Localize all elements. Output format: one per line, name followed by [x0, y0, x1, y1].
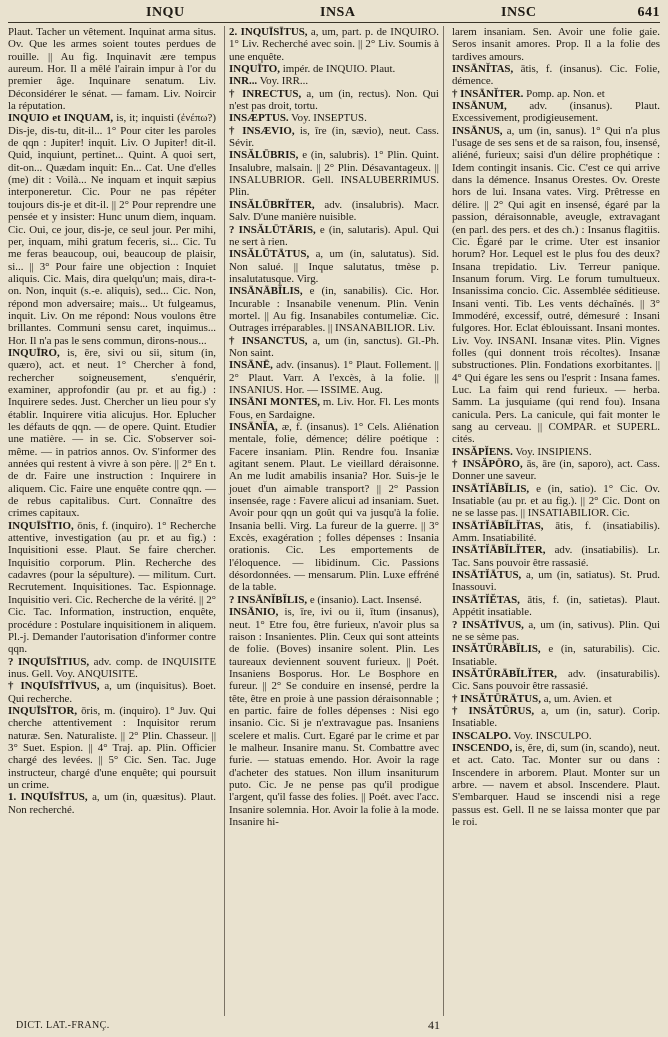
entry-headword: ? INSĀNĬBĬLIS,	[229, 593, 308, 606]
entry-definition: m. Liv. Hor. Fl. Les monts Fous, en Sardaigne.	[229, 396, 439, 421]
entry-definition: is, īre (in, sævio), neut. Cass. Sévir.	[229, 124, 439, 150]
page-number: 641	[637, 5, 660, 20]
entry-headword: INSĀTĬĔTAS,	[451, 593, 520, 606]
dictionary-entry	[229, 63, 439, 75]
entry-definition: a, um (in, salutatus). Sid. Non salué. || Inque salutatus, tmèse p. insalutatusque. Virg.	[229, 248, 439, 285]
entry-headword: † INSĀNĬTER.	[451, 87, 524, 100]
dictionary-entry	[452, 26, 660, 63]
entry-headword: INSĂLŪBRĬTER,	[229, 198, 315, 211]
dictionary-entry	[452, 446, 660, 458]
entry-headword: INSĀNĬTAS,	[451, 63, 514, 76]
dictionary-entry	[229, 285, 439, 334]
entry-definition: æ, f. (insanus). 1° Cels. Aliénation mentale, folie, démence; délire poétique : Facere insaniam. Plin. Rendre fou. Insaniæ agitant senem. Plaut. Le vieillard déraisonne. An me ludit amabilis insania? Hor. Suis-je le jouet d'un aimable transport? || 2° Passion insensée, rage : Favere alicui ad insaniam. Suet. Avoir pour qqn un goût qui va jusqu'à la folie. Insania belli. Virg. La fureur de la guerre. || 3° Excès, exagération ; folles dépenses : Insania orationis. Cic. Les emportements de l'éloquence. — libidinum. Cic. Passions désordonnées. — mensarum. Plin. Luxe effréné de la table.	[229, 421, 439, 594]
entry-definition: ās, āre (in, saporo), act. Cass. Donner une saveur.	[451, 458, 660, 483]
dictionary-entry	[8, 705, 216, 791]
dictionary-entry	[452, 668, 660, 693]
dictionary-entry	[452, 125, 660, 446]
entry-definition: a, um, part. p. de INQUIRO. 1° Liv. Recherché avec soin. || 2° Liv. Soumis à une enquête.	[229, 26, 439, 63]
entry-headword: † INRECTUS,	[229, 87, 302, 100]
entry-headword: INSĂPĬENS.	[451, 445, 513, 458]
dictionary-entry	[229, 248, 439, 285]
entry-headword: INSĂLŪTĀTUS,	[229, 248, 310, 261]
entry-headword: ? INSĀTĪVUS,	[451, 618, 524, 631]
dictionary-entry	[452, 730, 660, 742]
center-running-head: INSA	[320, 5, 356, 20]
signature-number: 41	[428, 1018, 440, 1032]
entry-definition: e (in, satio). 1° Cic. Ov. Insatiable (au pr. et au fig.). || 2° Cic. Dont on ne se lasse pas. || INSATIABILIOR. Cic.	[451, 482, 660, 520]
entry-headword: INSĀNĀBĬLIS,	[229, 285, 303, 298]
entry-definition: is, it; inquisti (ἐνέπω?) Dis-je, dis-tu, dit-il... 1° Pour citer les paroles de qqn : Jupiter! inquit. Liv. O Jupiter! dit-il. Quid, inquiunt, pertinet... Quint. A quoi sert, dit-on... Quædam inquit: En... Cat. Une d'elles (me) dit : Voilà... Ne inquam et inquit sæpius interponeretur. Cic. Pour ne pas répéter toujours dis-je et dit-il. || 2° Pour reprendre une pensée et y insister: Hunc unum diem, inquam. Cic. Oui, ce jour, dis-je, ce seul jour. Per mihi, per, inquam, mihi gratum feceris, si... Cic. Tu me feras beaucoup, oui, beaucoup de plaisir, si... || 3° Pour faire une objection : Inquiet aliquis. Cic. Mais, dira quelqu'un; mais, dira-t-on. Non, inquit (s.-e. aliquis), sed... Cic. Non, répond mon adversaire; mais... Ut fulgeamus, inquit. Liv. On me répond: Nous voulons être brillantes. Communi sensu caret, inquimus... Hor. Il n'a pas le sens commun, dirons-nous...	[8, 112, 217, 347]
entry-definition: larem insaniam. Sen. Avoir une folie gaie. Seros insanit amores. Prop. Il a la folie des tardives amours.	[451, 26, 660, 63]
dictionary-entry	[452, 742, 660, 828]
dictionary-entry	[229, 359, 439, 396]
column-right	[452, 26, 660, 1016]
entry-headword: INR...	[229, 75, 258, 88]
entry-headword: 1. INQUĪSĪTUS,	[8, 791, 88, 804]
dictionary-entry	[452, 619, 660, 644]
entry-definition: a, um (in, sativus). Plin. Qui ne se sème pas.	[451, 618, 660, 643]
dictionary-entry	[229, 26, 439, 63]
entry-headword: ? INSĂLŪTĀRIS,	[229, 223, 316, 236]
entry-definition: Voy. IRR...	[259, 75, 309, 88]
right-running-head: INSC	[501, 5, 537, 20]
entry-headword: INSĀTĬĀBĬLĬTER,	[451, 544, 546, 557]
entry-headword: † INSĂTŪRUS,	[451, 704, 535, 717]
entry-headword: † INSÆVIO,	[229, 124, 295, 137]
dictionary-entry	[229, 75, 439, 87]
entry-definition: is, ĕre, di, sum (in, scando), neut. et act. Cato. Tac. Monter sur ou dans : Inscendere in arborem. Plaut. Monter sur un arbre. — navem et absol. Inscendere. Plaut. S'embarquer. Haud se inscendi nisi a rege passus est. Gell. Il ne se laissa monter que par le roi.	[451, 741, 660, 828]
entry-definition: e (insanio). Lact. Insensé.	[309, 593, 422, 606]
dictionary-entry	[452, 100, 660, 125]
dictionary-entry	[8, 791, 216, 816]
entry-definition: adv. (insatiabilis). Lr. Tac. Sans pouvoir être rassasié.	[451, 544, 660, 569]
entry-definition: Voy. INSCULPO.	[513, 729, 592, 742]
entry-headword: INSĂLŪBRIS,	[229, 149, 299, 162]
dictionary-entry	[452, 594, 660, 619]
dictionary-entry	[8, 520, 216, 656]
entry-headword: 2. INQUĪSĪTUS,	[229, 26, 308, 38]
entry-definition: a, um (in, satur). Corip. Insatiable.	[451, 704, 660, 730]
entry-headword: INSĂTŬRĀBĬLIS,	[451, 643, 541, 656]
dictionary-entry	[229, 335, 439, 360]
entry-definition: Plaut. Tacher un vêtement. Inquinat arma situs. Ov. Que les armes soient toutes perdues de rouille. || Au fig. Inquinavit ære tempus aureum. Hor. Il a mêlé l'airain impur à l'or du premier âge. Inquinare senatum. Liv. Déconsidérer le sénat. — famam. Liv. Noircir la réputation.	[8, 26, 217, 113]
dictionary-entry	[452, 520, 660, 545]
dictionary-entry	[229, 421, 439, 594]
entry-definition: a, um. Avien. et	[543, 692, 612, 705]
entry-definition: adv. (insalubris). Macr. Salv. D'une manière nuisible.	[229, 198, 439, 224]
dictionary-entry	[452, 483, 660, 520]
entry-definition: ātis, f. (in, satietas). Plaut. Appétit insatiable.	[451, 593, 660, 619]
dictionary-entry	[452, 693, 660, 705]
entry-headword: INSĀTĬĀBĬLĬTAS,	[451, 519, 544, 532]
entry-definition: is, īre, ivi ou ii, ītum (insanus), neut. 1° Etre fou, être furieux, n'avoir plus sa raison : Insanientes. Plin. Ceux qui sont atteints de folie. (Boves) insanire solent. Plin. Les taureaux deviennent souvent furieux. || Poét. Insaniens Bosporus. Hor. Le Bosphore en fureur. || 2° Se conduire en insensé, perdre la tête, être en proie à une passion déraisonnable ; en partic. faire de folles dépenses : Nisi ego insanio. Cic. Si je n'extravague pas. Insaniens scelere et malis. Curt. Egaré par le crime et par le malheur. Insanire manu. St. Combattre avec furie. — statuas emendo. Hor. Avoir la rage d'acheter des statues. Non illum insaniturum puto. Cic. Je ne pense pas qu'il prodigue l'argent, qu'il fasse des folies. || Poét. avec l'acc. Insanire solemnia. Hor. Avoir la folie à la mode. Insanire hi-	[229, 606, 439, 828]
entry-headword: INSĀNI MONTES,	[229, 396, 320, 409]
dictionary-entry	[452, 88, 660, 100]
entry-definition: ātis, f. (insatiabilis). Amm. Insatiabilité.	[451, 519, 660, 545]
dictionary-entry	[452, 544, 660, 569]
entry-definition: ōris, m. (inquiro). 1° Juv. Qui cherche attentivement : Inquisitor rerum naturæ. Sen. Naturaliste. || 2° Plin. Chasseur. || 3° Suet. Espion. || 4° Traj. ap. Plin. Officier chargé des levées. || 5° Cic. Sen. Tac. Juge instructeur, chargé d'une enquête; qui poursuit un crime.	[8, 704, 217, 791]
entry-headword: † INQUĪSĪTĪVUS,	[8, 680, 100, 693]
entry-definition: a, um (inquisitus). Boet. Qui recherche.	[8, 680, 217, 705]
entry-definition: a, um (in, rectus). Non. Qui n'est pas droit, tortu.	[229, 87, 439, 113]
dictionary-entry	[229, 224, 439, 249]
entry-definition: adv. (insaturabilis). Cic. Sans pouvoir être rassasié.	[451, 667, 660, 693]
left-running-head: INQU	[146, 5, 185, 20]
dictionary-entry	[229, 594, 439, 606]
entry-definition: e (in, salubris). 1° Plin. Quint. Insalubre, malsain. || 2° Plin. Désavantageux. || INSALUBRIOR. Gell. INSALUBERRIMUS. Plin.	[229, 149, 439, 199]
entry-headword: † INSANCTUS,	[229, 334, 308, 347]
entry-headword: INSĀNUS,	[451, 124, 503, 137]
entry-headword: † INSĂPŌRO,	[451, 458, 523, 471]
dictionary-entry	[229, 149, 439, 198]
dictionary-entry	[229, 112, 439, 124]
dictionary-entry	[229, 125, 439, 150]
entry-definition: e (in, sanabilis). Cic. Hor. Incurable : Insanabile venenum. Plin. Venin mortel. || Au fig. Insanabiles contumeliæ. Cic. Outrages irréparables. || INSANABILIOR. Liv.	[229, 285, 439, 335]
entry-definition: is, ēre, sivi ou sii, situm (in, quæro), act. et neut. 1° Chercher à fond, rechercher soigneusement, s'enquérir, examiner, approfondir (au pr. et au fig.) : Inquirere sedes. Just. Chercher un lieu pour s'y établir. Inquirere vitia alicujus. Hor. Eplucher les défauts de qqn. — de opere. Quint. Etudier une matière. — in se. Cic. S'observer soi-même. — in patrios annos. Ov. S'informer des années qui restent à vivre à son père. || 2° En t. de dr. Faire une instruction : Inquirere in aliquem. Cic. Faire une enquête contre qqn. — de rebus capitalibus. Curt. Connaître des crimes capitaux.	[8, 346, 217, 520]
entry-definition: adv. (insanus). Plaut. Excessivement, prodigieusement.	[451, 100, 660, 125]
entry-definition: a, um (in, sanctus). Gl.-Ph. Non saint.	[229, 334, 439, 359]
entry-headword: INSCENDO,	[451, 741, 513, 754]
signature-mark: DICT. LAT.-FRANÇ.	[16, 1020, 110, 1031]
column-middle	[224, 26, 444, 1016]
dictionary-entry	[8, 680, 216, 705]
entry-definition: impér. de INQUIO. Plaut.	[282, 63, 396, 76]
entry-headword: INSCALPO.	[451, 729, 511, 742]
entry-definition: Voy. INSIPIENS.	[515, 445, 592, 458]
dictionary-entry	[8, 656, 216, 681]
column-left	[8, 26, 216, 1016]
dictionary-entry	[8, 26, 216, 112]
entry-headword: INSĀNUM,	[451, 100, 507, 113]
entry-definition: a, um (in, sanus). 1° Qui n'a plus l'usage de ses sens et de sa raison, fou, insensé, aliéné, furieux; saisi d'un délire prophétique : Idem contingit insanis. Cic. C'est ce qui arrive dans la démence. Insanus Orestes. Ov. Oreste hors de lui. Insana vates. Virg. Prêtresse en délire. || 2° Qui agit en insensé, égaré par la passion, déraisonnable, aveugle, extravagant (en parl. des pers. et des ch.) : Insanus flagitiis. Cic. Égaré par le crime. Uter est insanior horum? Hor. Lequel est le plus fou des deux? Insana trepidatio. Liv. Terreur panique. Insanum forum. Virg. Le forum tumultueux. Insanissima concio. Cic. Assemblée séditieuse. Insani venti. Tib. Les vents déchaînés. || 3° Immodéré, excessif, outré, démesuré : Insani fulgores. Hor. Eclat éblouissant. Insani montes. Liv. Voy. INSANI. Insanæ vites. Plin. Vignes folles (qui donnent trois récoltes). Insanæ substructiones. Plin. Fondations exorbitantes. || 4° Qui égare les sens ou l'esprit : Insana fames. Luc. La faim qui rend furieux. — herba. Samm. La jusquiame (qui rend fou). Insana canicula. Pers. La canicule, qui fait monter le sang au cerveau. || COMPAR. et SUPERL. cités.	[451, 124, 660, 446]
dictionary-entry	[452, 643, 660, 668]
entry-headword: INSĀNĒ,	[229, 359, 273, 372]
entry-headword: INQUĪTO,	[229, 63, 280, 76]
dictionary-entry	[452, 569, 660, 594]
entry-definition: e (in, salutaris). Apul. Qui ne sert à rien.	[229, 223, 439, 248]
dictionary-entry	[229, 606, 439, 828]
entry-headword: INQUIO et INQUAM,	[8, 112, 114, 125]
entry-definition: a, um (in, quæsitus). Plaut. Non recherché.	[8, 791, 216, 816]
entry-definition: adv. comp. de INQUISITE inus. Gell. Voy. ANQUISITE.	[8, 655, 216, 680]
dictionary-entry	[8, 112, 216, 347]
entry-headword: INQUĪRO,	[8, 346, 60, 359]
entry-headword: INSĀTĬĀBĬLIS,	[451, 482, 530, 495]
entry-definition: Voy. INSEPTUS.	[291, 112, 367, 125]
entry-definition: a, um (in, satiatus). St. Prud. Inassouvi.	[451, 569, 660, 594]
entry-headword: † INSĂTŪRĀTUS,	[451, 692, 541, 705]
entry-headword: INSĀTĬĀTUS,	[451, 569, 522, 582]
page-footer	[8, 1017, 660, 1033]
entry-headword: INQUĪSĪTOR,	[8, 704, 78, 717]
entry-definition: Pomp. ap. Non. et	[526, 87, 605, 100]
entry-headword: ? INQUĪSĪTIUS,	[8, 655, 90, 668]
dictionary-entry	[8, 347, 216, 520]
page-header	[8, 2, 660, 23]
entry-headword: INSĀNIO,	[229, 606, 279, 619]
entry-headword: INSĂTŬRĀBĬLĬTER,	[451, 667, 557, 680]
entry-headword: INSÆPTUS.	[229, 112, 289, 125]
dictionary-entry	[452, 458, 660, 483]
entry-definition: e (in, saturabilis). Cic. Insatiable.	[451, 643, 660, 668]
entry-definition: ōnis, f. (inquiro). 1° Recherche attentive, investigation (au pr. et au fig.) : Inquisitioni esse. Plaut. Se faire chercher. Inquisitio corporum. Plin. Recherche des cadavres (pour la sépulture). — militum. Curt. Recrutement. Inquisitiones. Tac. Espionnage. Inquisitio veri. Cic. Recherche de la vérité. || 2° Cic. Tac. Information, instruction, enquête, procédure : Postulare inquisitionem in aliquem. Pl.-j. Demander l'autorisation d'informer contre qqn.	[8, 519, 217, 656]
entry-headword: INQUĪSĪTIO,	[8, 519, 74, 532]
entry-definition: ātis, f. (insanus). Cic. Folie, démence.	[451, 63, 660, 88]
dictionary-entry	[452, 705, 660, 730]
entry-definition: adv. (insanus). 1° Plaut. Follement. || 2° Plaut. Varr. A l'excès, à la folie. || INSANIUS. Hor. — ISSIME. Aug.	[229, 359, 439, 396]
dictionary-entry	[229, 88, 439, 113]
entry-headword: INSĀNĬA,	[229, 421, 278, 433]
dictionary-columns	[8, 26, 660, 1016]
dictionary-entry	[229, 199, 439, 224]
dictionary-entry	[452, 63, 660, 88]
dictionary-entry	[229, 396, 439, 421]
